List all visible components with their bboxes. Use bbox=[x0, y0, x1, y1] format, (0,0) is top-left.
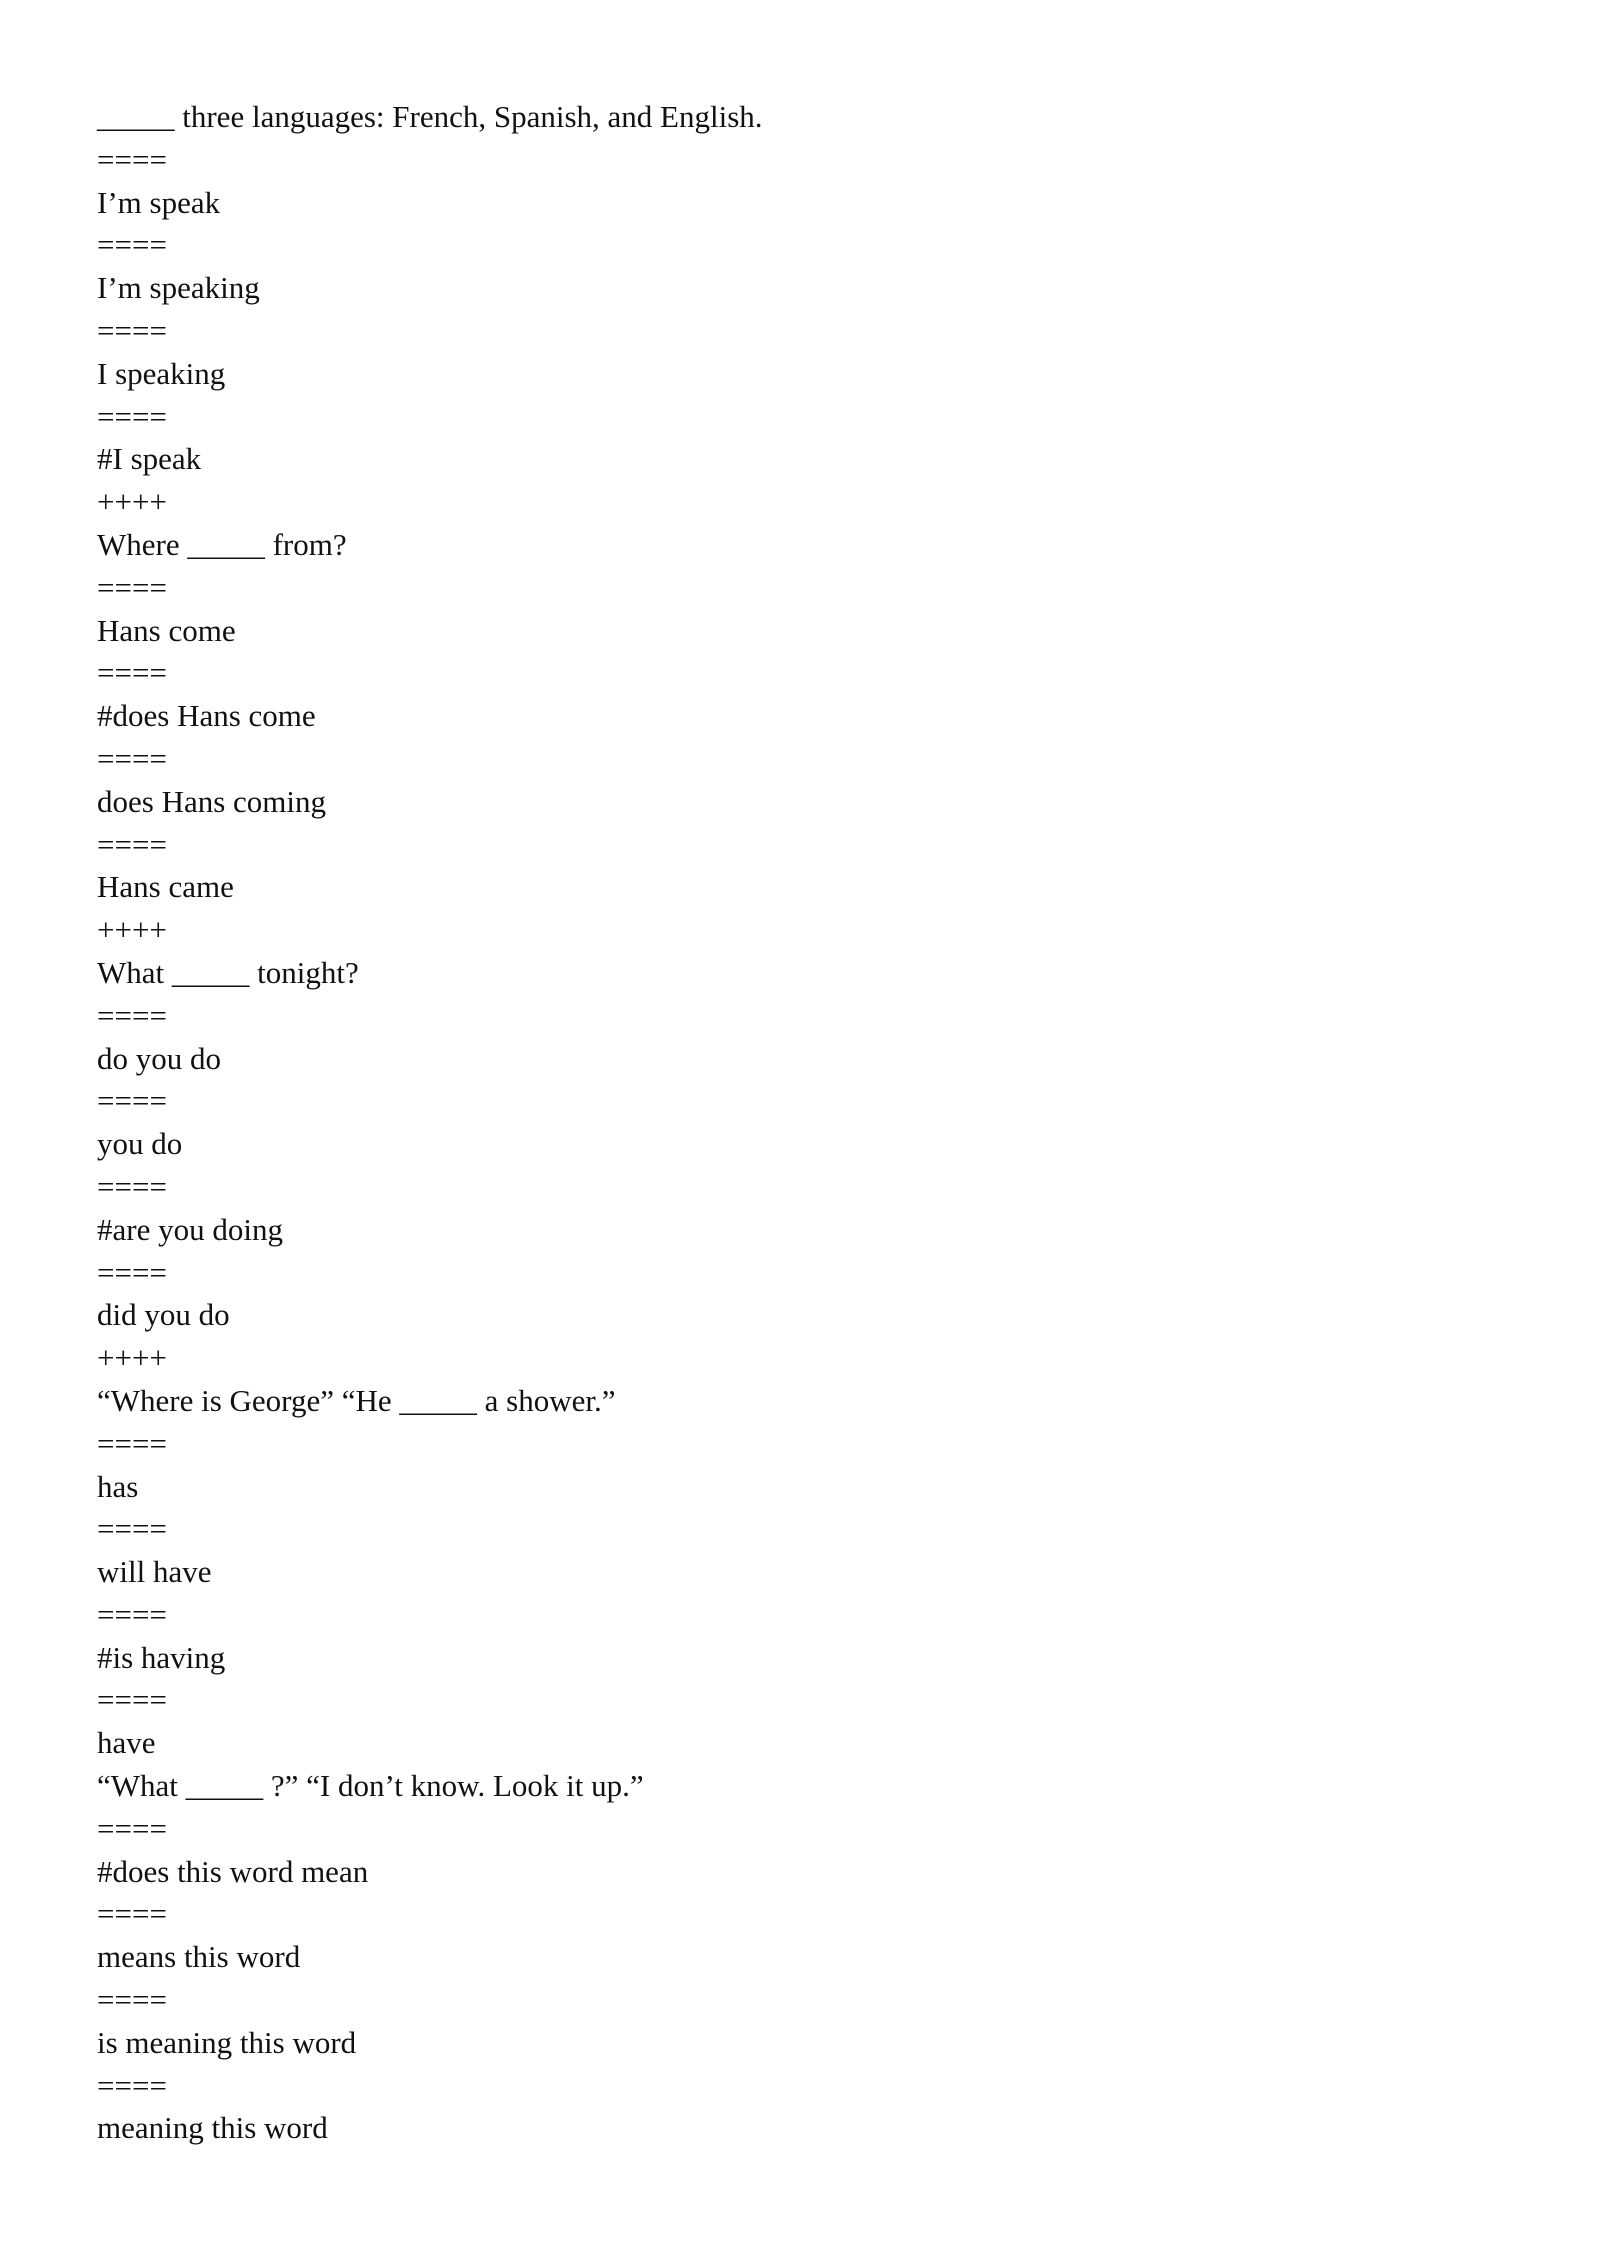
separator-line: ++++ bbox=[97, 484, 167, 520]
document-line: “What _____ ?” “I don’t know. Look it up.” bbox=[97, 1768, 644, 1804]
document-line: I’m speak bbox=[97, 184, 221, 220]
document-line: has bbox=[97, 1468, 139, 1504]
separator-line: ==== bbox=[97, 398, 167, 434]
document-line: do you do bbox=[97, 1040, 221, 1076]
separator-line: ==== bbox=[97, 1083, 167, 1119]
document-line: does Hans coming bbox=[97, 783, 327, 819]
document-line: #are you doing bbox=[97, 1211, 283, 1247]
document-line: means this word bbox=[97, 1939, 301, 1975]
document-line: What _____ tonight? bbox=[97, 954, 359, 990]
separator-line: ==== bbox=[97, 569, 167, 605]
separator-line: ==== bbox=[97, 312, 167, 348]
separator-line: ==== bbox=[97, 1896, 167, 1932]
document-line: have bbox=[97, 1725, 156, 1761]
separator-line: ++++ bbox=[97, 912, 167, 948]
document-line: meaning this word bbox=[97, 2110, 328, 2146]
document-line: Hans came bbox=[97, 869, 234, 905]
separator-line: ==== bbox=[97, 1511, 167, 1547]
separator-line: ==== bbox=[97, 655, 167, 691]
document-line: “Where is George” “He _____ a shower.” bbox=[97, 1382, 616, 1418]
document-line: _____ three languages: French, Spanish, and English. bbox=[97, 99, 763, 134]
separator-line: ++++ bbox=[97, 1340, 167, 1376]
document-line: you do bbox=[97, 1126, 183, 1162]
document-line: will have bbox=[97, 1554, 212, 1590]
separator-line: ==== bbox=[97, 1425, 167, 1461]
separator-line: ==== bbox=[97, 740, 167, 776]
document-line: #does Hans come bbox=[97, 698, 316, 734]
separator-line: ==== bbox=[97, 141, 167, 177]
document-line: #does this word mean bbox=[97, 1853, 369, 1889]
document-line: did you do bbox=[97, 1297, 230, 1333]
separator-line: ==== bbox=[97, 2067, 167, 2103]
separator-line: ==== bbox=[97, 997, 167, 1033]
document-line: is meaning this word bbox=[97, 2024, 357, 2060]
document-page bbox=[97, 94, 1497, 2148]
separator-line: ==== bbox=[97, 1682, 167, 1718]
separator-line: ==== bbox=[97, 826, 167, 862]
separator-line: ==== bbox=[97, 1168, 167, 1204]
document-line: I’m speaking bbox=[97, 270, 260, 306]
document-line: I speaking bbox=[97, 355, 226, 391]
document-line: #I speak bbox=[97, 441, 202, 477]
separator-line: ==== bbox=[97, 1596, 167, 1632]
document-line: Hans come bbox=[97, 612, 236, 648]
separator-line: ==== bbox=[97, 1982, 167, 2018]
separator-line: ==== bbox=[97, 227, 167, 263]
document-line: Where _____ from? bbox=[97, 526, 347, 562]
separator-line: ==== bbox=[97, 1254, 167, 1290]
document-line: #is having bbox=[97, 1639, 226, 1675]
separator-line: ==== bbox=[97, 1810, 167, 1846]
